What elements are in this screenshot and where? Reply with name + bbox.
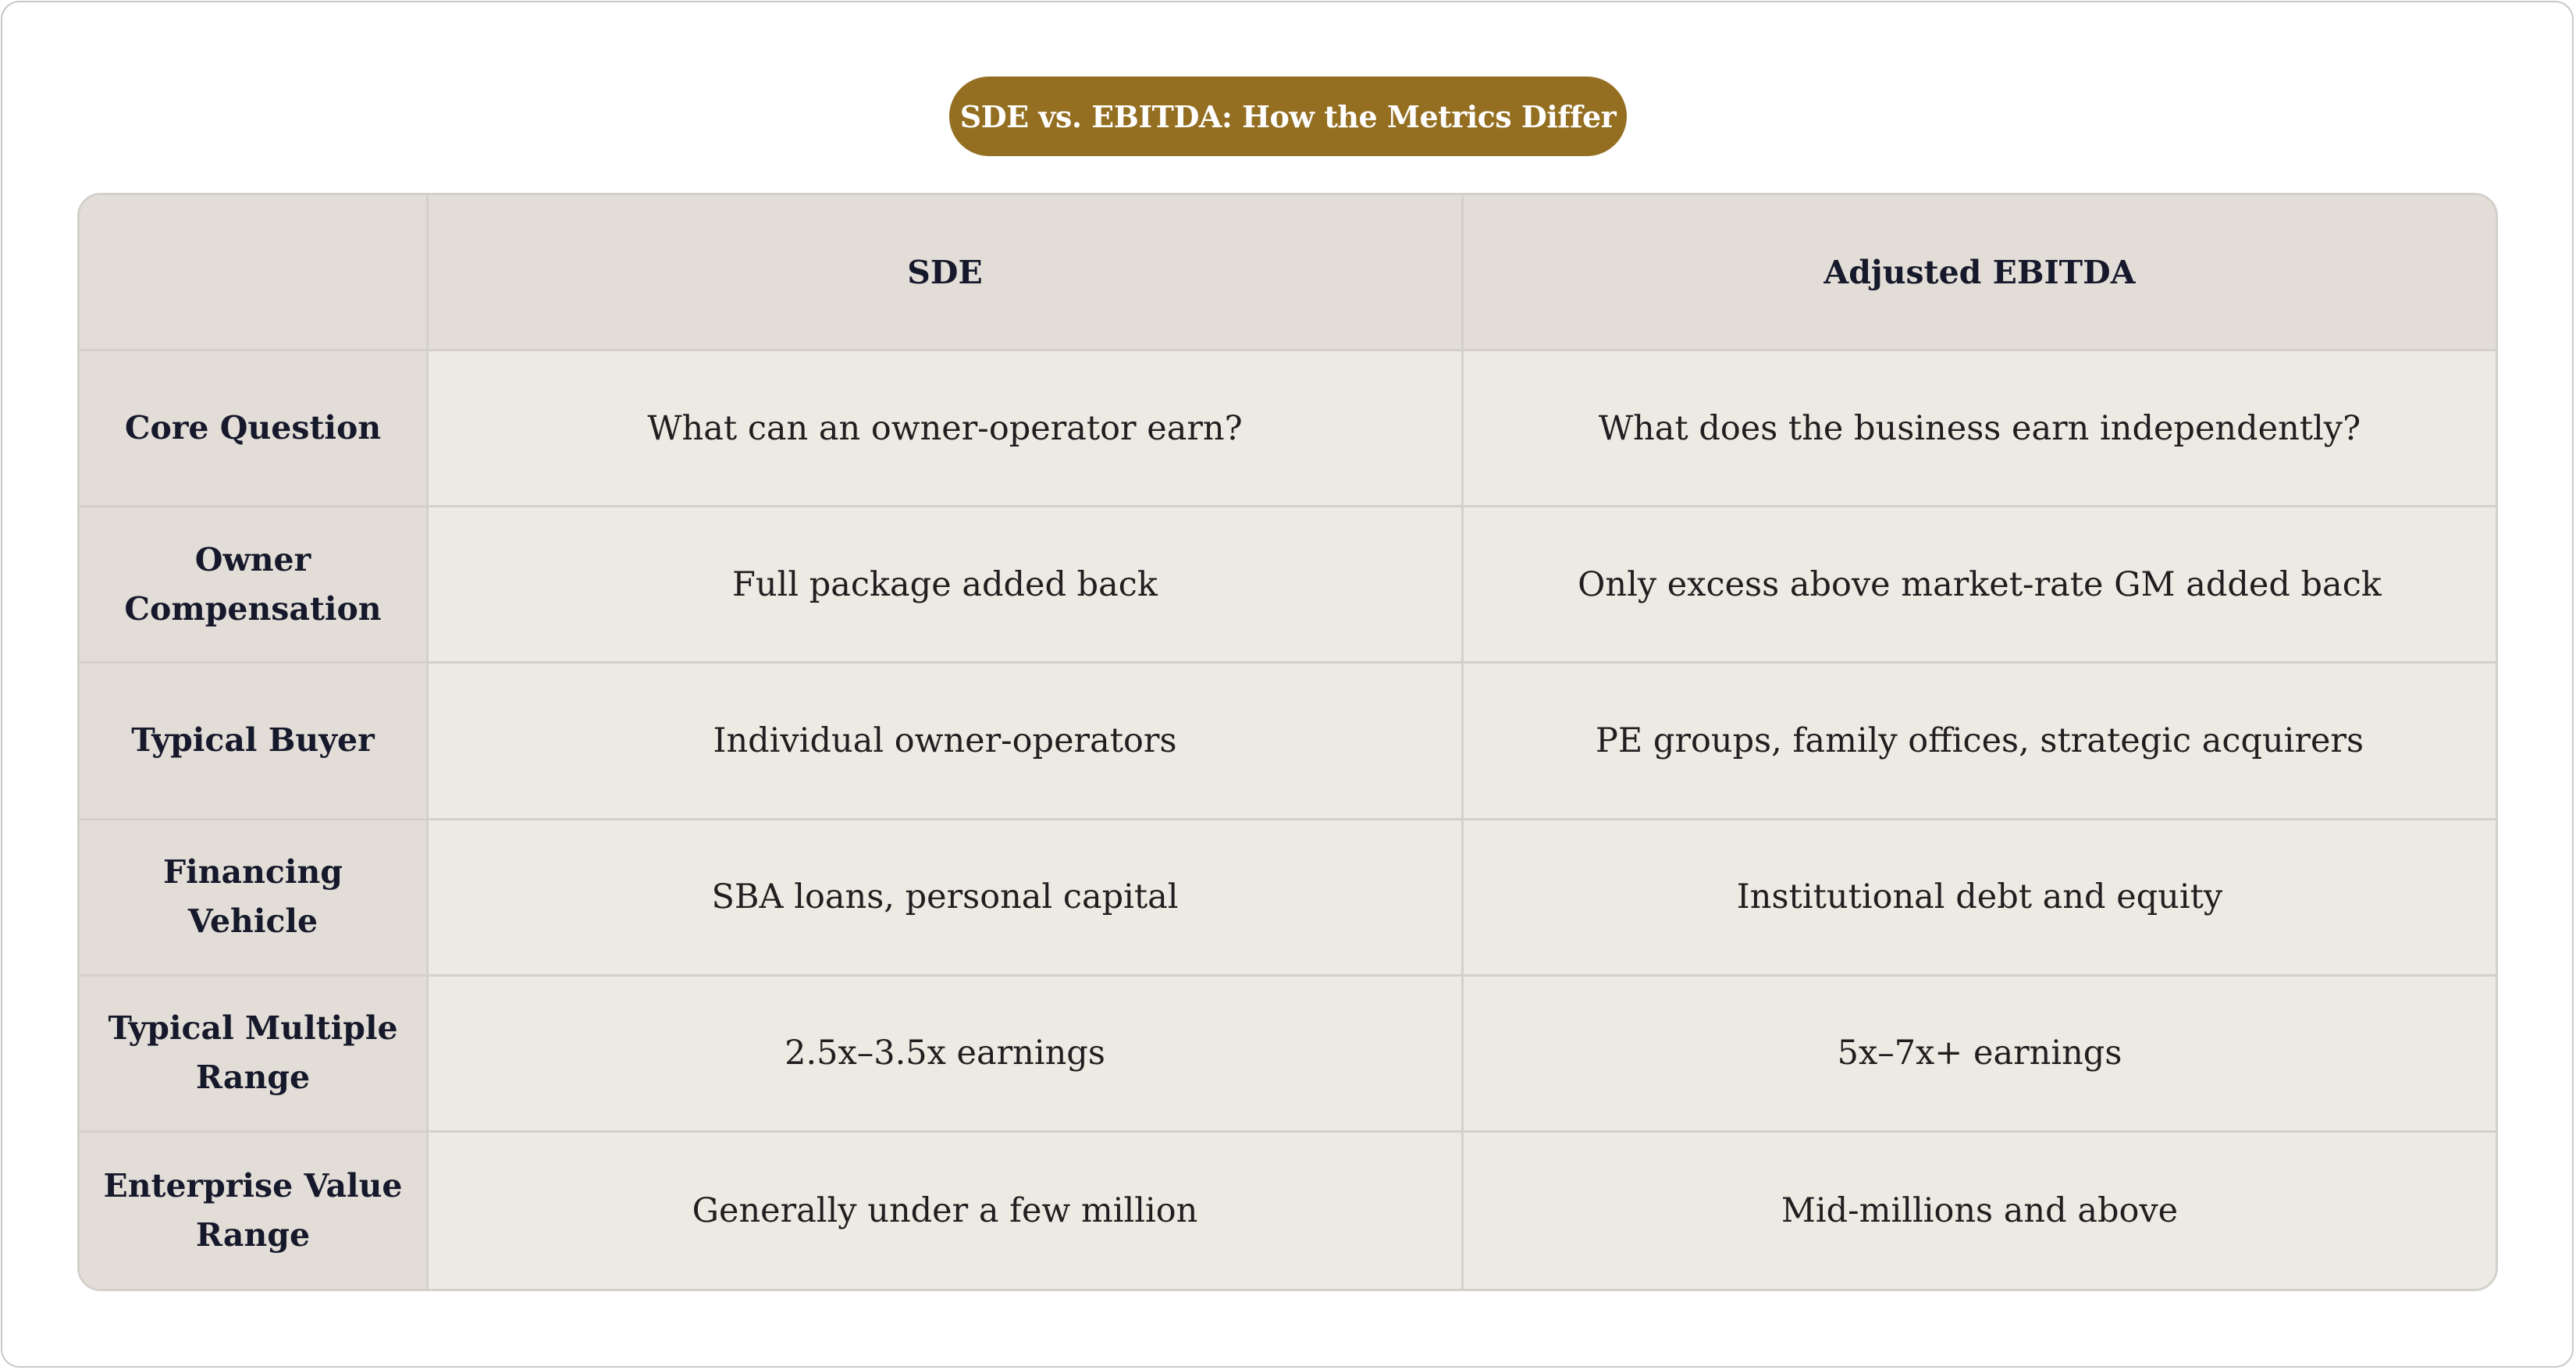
cell-ebitda-core-question: What does the business earn independently?	[1464, 351, 2496, 507]
row-label-core-question: Core Question	[80, 351, 429, 507]
header-corner	[80, 195, 429, 351]
cell-ebitda-owner-compensation: Only excess above market-rate GM added back	[1464, 507, 2496, 664]
cell-sde-typical-multiple-range: 2.5x–3.5x earnings	[429, 977, 1464, 1133]
header-ebitda: Adjusted EBITDA	[1464, 195, 2496, 351]
row-label-enterprise-value-range: Enterprise Value Range	[80, 1133, 429, 1289]
cell-ebitda-typical-buyer: PE groups, family offices, strategic acquirers	[1464, 664, 2496, 820]
table-grid	[80, 195, 2496, 1289]
cell-sde-financing-vehicle: SBA loans, personal capital	[429, 820, 1464, 977]
header-sde: SDE	[429, 195, 1464, 351]
cell-sde-enterprise-value-range: Generally under a few million	[429, 1133, 1464, 1289]
row-label-financing-vehicle: Financing Vehicle	[80, 820, 429, 977]
cell-sde-owner-compensation: Full package added back	[429, 507, 1464, 664]
row-label-typical-buyer: Typical Buyer	[80, 664, 429, 820]
comparison-table	[77, 193, 2498, 1291]
cell-ebitda-financing-vehicle: Institutional debt and equity	[1464, 820, 2496, 977]
cell-sde-core-question: What can an owner-operator earn?	[429, 351, 1464, 507]
cell-sde-typical-buyer: Individual owner-operators	[429, 664, 1464, 820]
page-title: SDE vs. EBITDA: How the Metrics Differ	[949, 77, 1627, 156]
row-label-owner-compensation: Owner Compensation	[80, 507, 429, 664]
cell-ebitda-enterprise-value-range: Mid-millions and above	[1464, 1133, 2496, 1289]
row-label-typical-multiple-range: Typical Multiple Range	[80, 977, 429, 1133]
cell-ebitda-typical-multiple-range: 5x–7x+ earnings	[1464, 977, 2496, 1133]
